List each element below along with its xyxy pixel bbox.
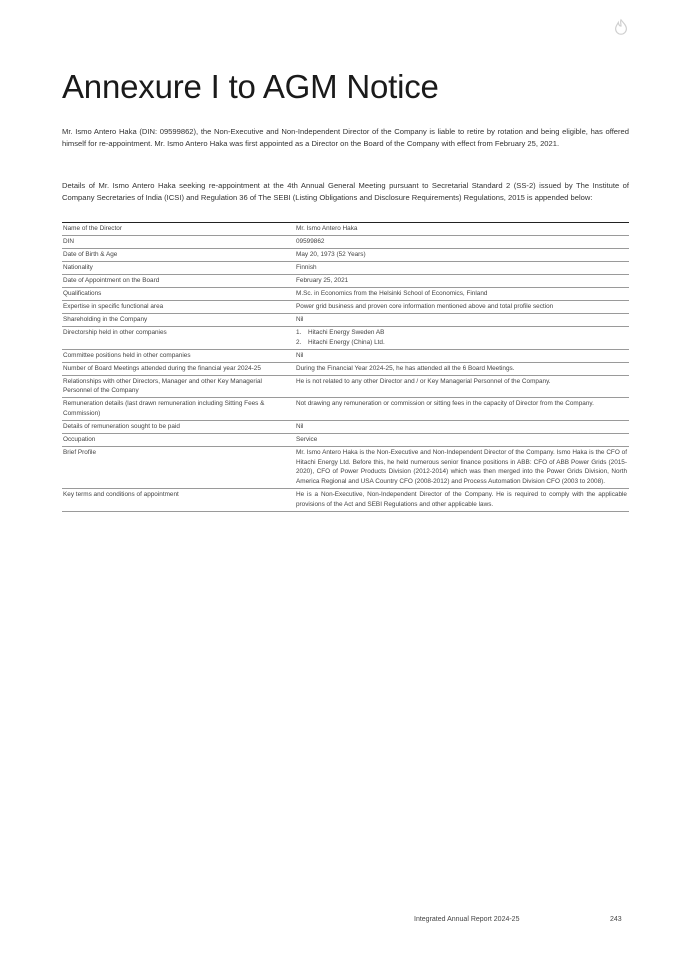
row-label: DIN <box>62 235 295 248</box>
table-row <box>62 362 629 375</box>
table-row <box>62 248 629 261</box>
table-row <box>62 326 629 349</box>
row-value: Finnish <box>295 261 629 274</box>
row-value: 09599862 <box>295 235 629 248</box>
row-label: Committee positions held in other companies <box>62 349 295 362</box>
row-value: Mr. Ismo Antero Haka <box>295 223 629 236</box>
row-label: Name of the Director <box>62 223 295 236</box>
row-label: Expertise in specific functional area <box>62 300 295 313</box>
row-value: May 20, 1973 (52 Years) <box>295 248 629 261</box>
row-value: He is not related to any other Director and / or Key Managerial Personnel of the Company. <box>295 375 629 398</box>
list-item: 2. Hitachi Energy (China) Ltd. <box>296 338 385 346</box>
directorship-list <box>296 328 627 347</box>
table-row <box>62 261 629 274</box>
page-footer <box>0 916 680 928</box>
list-item: 1. Hitachi Energy Sweden AB <box>296 329 385 337</box>
row-value: February 25, 2021 <box>295 274 629 287</box>
row-value: Mr. Ismo Antero Haka is the Non-Executive and Non-Independent Director of the Company. Ismo Haka is the CFO of Hitachi Energy Ltd. Before this, he held numerous senior finance positions in ABB: CFO of ABB Power Grids (2015-2020), CFO of Power Products Division (2012-2014) which was then merged into the Power Grids Division, North America Regional and USA Country CFO (2008-2012) and Process Automation Division CFO (2003 to 2008). <box>295 446 629 488</box>
table-row <box>62 488 629 511</box>
row-value: Service <box>295 433 629 446</box>
table-row <box>62 274 629 287</box>
director-details-table <box>62 222 629 512</box>
page-title: Annexure I to AGM Notice <box>62 68 439 105</box>
row-label: Remuneration details (last drawn remuneration including Sitting Fees & Commission) <box>62 398 295 421</box>
table-row <box>62 235 629 248</box>
flame-logo-icon <box>612 18 630 36</box>
intro-paragraph: Mr. Ismo Antero Haka (DIN: 09599862), the Non-Executive and Non-Independent Director of the Company is liable to retire by rotation and being eligible, has offered himself for re-appointment. Mr. Ismo Antero Haka was first appointed as a Director on the Board of the Company with effect from February 25, 2021. <box>62 127 629 148</box>
row-value <box>295 326 629 349</box>
row-label: Nationality <box>62 261 295 274</box>
row-label: Date of Appointment on the Board <box>62 274 295 287</box>
table-row <box>62 313 629 326</box>
details-paragraph: Details of Mr. Ismo Antero Haka seeking re-appointment at the 4th Annual General Meeting pursuant to Secretarial Standard 2 (SS-2) issued by The Institute of Company Secretaries of India (ICSI) and Regulation 36 of The SEBI (Listing Obligations and Disclosure Requirements) Regulations, 2015 is appended below: <box>62 181 629 202</box>
row-value: Nil <box>295 420 629 433</box>
row-label: Directorship held in other companies <box>62 326 295 349</box>
row-label: Shareholding in the Company <box>62 313 295 326</box>
table-row <box>62 420 629 433</box>
table-row <box>62 375 629 398</box>
footer-report-title: Integrated Annual Report 2024-25 <box>414 916 520 923</box>
row-label: Occupation <box>62 433 295 446</box>
row-label: Key terms and conditions of appointment <box>62 488 295 511</box>
row-label: Brief Profile <box>62 446 295 488</box>
footer-page-number: 243 <box>610 916 622 923</box>
row-value: During the Financial Year 2024-25, he has attended all the 6 Board Meetings. <box>295 362 629 375</box>
row-label: Relationships with other Directors, Manager and other Key Managerial Personnel of the Company <box>62 375 295 398</box>
table-row <box>62 446 629 488</box>
table-row <box>62 433 629 446</box>
row-label: Number of Board Meetings attended during the financial year 2024-25 <box>62 362 295 375</box>
row-value: Nil <box>295 349 629 362</box>
table-row <box>62 398 629 421</box>
row-label: Date of Birth & Age <box>62 248 295 261</box>
table-row <box>62 287 629 300</box>
row-value: Nil <box>295 313 629 326</box>
table-row <box>62 300 629 313</box>
table-row <box>62 349 629 362</box>
row-label: Qualifications <box>62 287 295 300</box>
row-value: Not drawing any remuneration or commission or sitting fees in the capacity of Director from the Company. <box>295 398 629 421</box>
row-value: He is a Non-Executive, Non-Independent Director of the Company. He is required to comply with the applicable provisions of the Act and SEBI Regulations and other applicable laws. <box>295 488 629 511</box>
row-label: Details of remuneration sought to be paid <box>62 420 295 433</box>
row-value: Power grid business and proven core information mentioned above and total profile section <box>295 300 629 313</box>
table-row <box>62 223 629 236</box>
row-value: M.Sc. in Economics from the Helsinki School of Economics, Finland <box>295 287 629 300</box>
